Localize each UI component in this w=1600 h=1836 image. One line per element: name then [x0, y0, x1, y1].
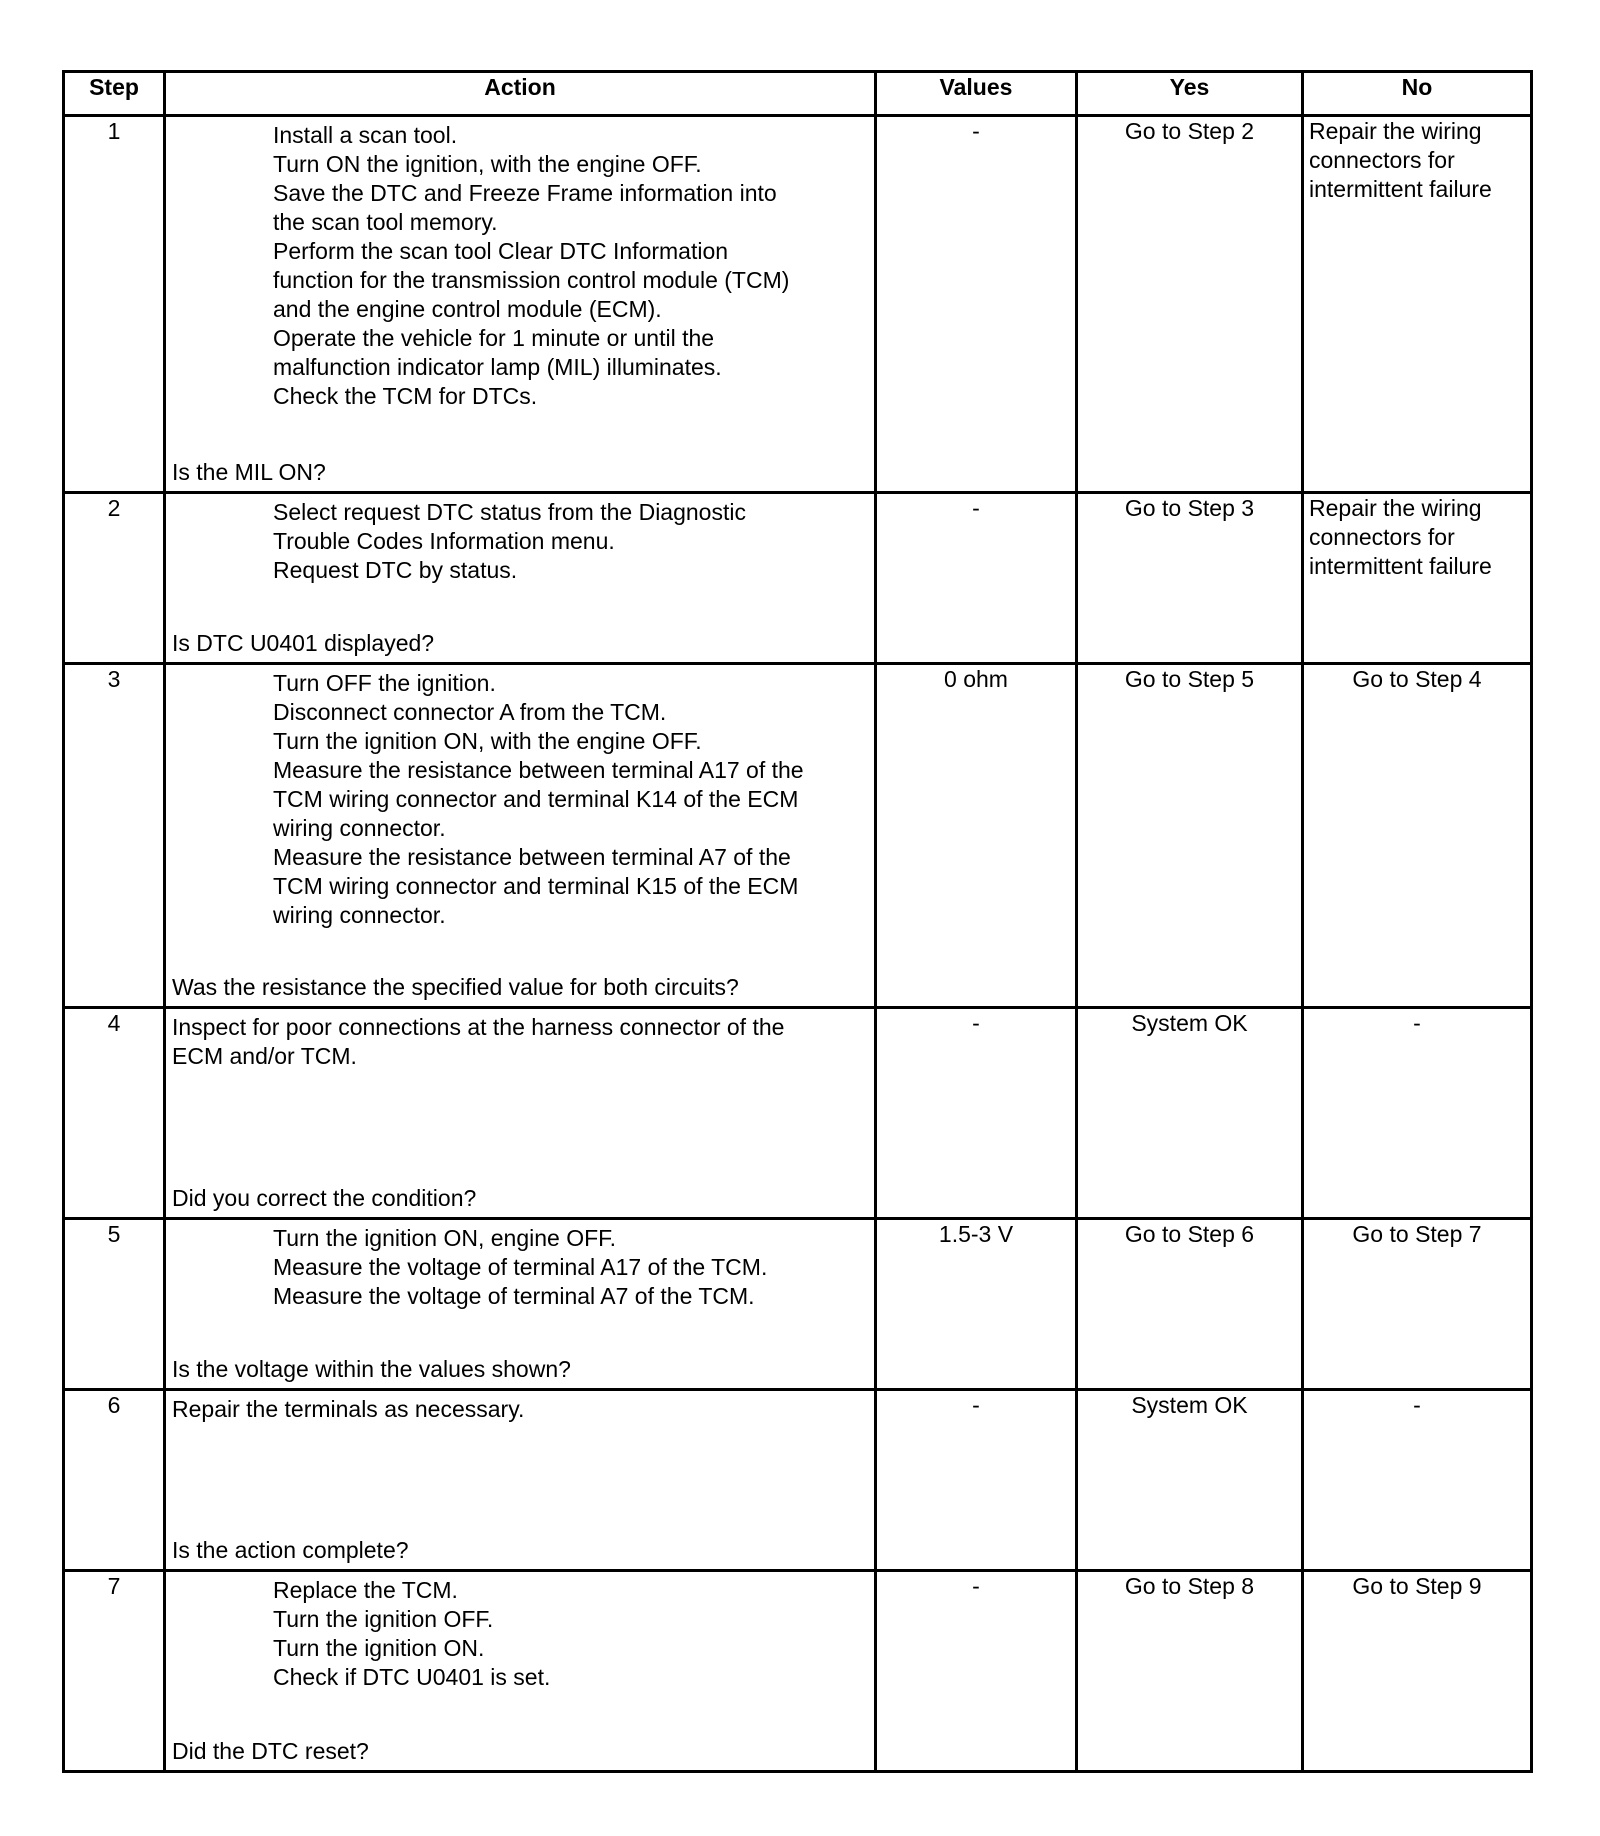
action-question: Did you correct the condition? — [172, 1185, 477, 1211]
action-question: Is the MIL ON? — [172, 459, 326, 485]
no-cell — [1303, 1571, 1532, 1772]
action-line: Measure the resistance between terminal A17 of the — [273, 757, 804, 783]
no-result-line: - — [1413, 1392, 1421, 1418]
step-number: 5 — [64, 1219, 165, 1390]
no-result — [1304, 117, 1530, 208]
yes-result: System OK — [1131, 1010, 1248, 1036]
action-line: Request DTC by status. — [273, 557, 518, 583]
no-result-line: Repair the wiring — [1309, 118, 1482, 144]
no-result-line: connectors for — [1309, 147, 1455, 173]
header-step: Step — [64, 72, 165, 116]
action-line: Select request DTC status from the Diagnostic — [273, 499, 746, 525]
action-cell — [165, 1219, 876, 1390]
step-number: 3 — [64, 664, 165, 1008]
no-cell — [1303, 1219, 1532, 1390]
action-cell — [165, 664, 876, 1008]
action-line: Turn the ignition ON, engine OFF. — [273, 1225, 617, 1251]
action-instructions — [172, 1576, 868, 1692]
yes-cell — [1077, 664, 1303, 1008]
action-line: Check if DTC U0401 is set. — [273, 1664, 551, 1690]
header-row — [64, 72, 1532, 116]
no-cell — [1303, 116, 1532, 493]
no-result — [1304, 665, 1530, 698]
action-question: Is the voltage within the values shown? — [172, 1356, 571, 1382]
table-row — [64, 1571, 1532, 1772]
no-result — [1304, 494, 1530, 585]
action-line: Turn the ignition OFF. — [273, 1606, 494, 1632]
no-cell — [1303, 1008, 1532, 1219]
no-result-line: intermittent failure — [1309, 553, 1492, 579]
action-cell — [165, 493, 876, 664]
yes-result: Go to Step 6 — [1124, 1221, 1255, 1247]
values-cell: - — [876, 493, 1077, 664]
action-instructions — [172, 1395, 868, 1424]
action-line: the scan tool memory. — [273, 209, 498, 235]
action-line: Perform the scan tool Clear DTC Information — [273, 238, 729, 264]
no-result-line: Repair the wiring — [1309, 495, 1482, 521]
action-cell — [165, 1390, 876, 1571]
yes-result: Go to Step 3 — [1124, 495, 1255, 521]
no-result-line: intermittent failure — [1309, 176, 1492, 202]
step-number: 1 — [64, 116, 165, 493]
values-cell: 1.5-3 V — [876, 1219, 1077, 1390]
action-line: malfunction indicator lamp (MIL) illuminates. — [273, 354, 722, 380]
no-result-line: - — [1413, 1010, 1421, 1036]
action-question: Did the DTC reset? — [172, 1738, 369, 1764]
no-cell — [1303, 664, 1532, 1008]
action-line: Trouble Codes Information menu. — [273, 528, 615, 554]
action-line: Measure the voltage of terminal A17 of the TCM. — [273, 1254, 768, 1280]
action-cell — [165, 1571, 876, 1772]
action-line: Replace the TCM. — [273, 1577, 458, 1603]
yes-cell — [1077, 1571, 1303, 1772]
header-yes: Yes — [1077, 72, 1303, 116]
yes-cell — [1077, 493, 1303, 664]
action-instructions — [172, 121, 868, 411]
table-row — [64, 493, 1532, 664]
action-question: Is DTC U0401 displayed? — [172, 630, 435, 656]
action-instructions — [172, 1013, 868, 1071]
action-line: Check the TCM for DTCs. — [273, 383, 538, 409]
action-line: Measure the voltage of terminal A7 of the TCM. — [273, 1283, 755, 1309]
values-cell: 0 ohm — [876, 664, 1077, 1008]
action-line: ECM and/or TCM. — [172, 1043, 357, 1069]
step-number: 7 — [64, 1571, 165, 1772]
no-result — [1304, 1220, 1530, 1253]
action-line: Inspect for poor connections at the harness connector of the — [172, 1014, 785, 1040]
action-line: wiring connector. — [273, 815, 446, 841]
action-instructions — [172, 1224, 868, 1311]
yes-result: Go to Step 5 — [1124, 666, 1255, 692]
no-result — [1304, 1572, 1530, 1605]
diagnostic-table — [62, 70, 1533, 1773]
yes-cell — [1077, 1390, 1303, 1571]
action-question: Was the resistance the specified value for both circuits? — [172, 974, 739, 1000]
no-cell — [1303, 1390, 1532, 1571]
table-row — [64, 1219, 1532, 1390]
yes-result: Go to Step 8 — [1124, 1573, 1255, 1599]
yes-cell — [1077, 1008, 1303, 1219]
values-cell: - — [876, 1008, 1077, 1219]
action-line: and the engine control module (ECM). — [273, 296, 662, 322]
no-result-line: connectors for — [1309, 524, 1455, 550]
action-instructions — [172, 669, 868, 930]
no-cell — [1303, 493, 1532, 664]
yes-result: System OK — [1131, 1392, 1248, 1418]
table-row — [64, 116, 1532, 493]
no-result-line: Go to Step 7 — [1352, 1221, 1482, 1247]
action-line: Turn the ignition ON. — [273, 1635, 485, 1661]
no-result — [1304, 1391, 1530, 1424]
table-row — [64, 1390, 1532, 1571]
no-result — [1304, 1009, 1530, 1042]
header-no: No — [1303, 72, 1532, 116]
yes-cell — [1077, 116, 1303, 493]
action-line: Install a scan tool. — [273, 122, 458, 148]
action-line: function for the transmission control module (TCM) — [273, 267, 790, 293]
values-cell: - — [876, 116, 1077, 493]
no-result-line: Go to Step 4 — [1352, 666, 1482, 692]
values-cell: - — [876, 1571, 1077, 1772]
action-line: Repair the terminals as necessary. — [172, 1396, 525, 1422]
yes-result: Go to Step 2 — [1124, 118, 1255, 144]
no-result-line: Go to Step 9 — [1352, 1573, 1482, 1599]
action-line: TCM wiring connector and terminal K14 of the ECM — [273, 786, 799, 812]
action-line: Save the DTC and Freeze Frame information into — [273, 180, 777, 206]
header-values: Values — [876, 72, 1077, 116]
step-number: 4 — [64, 1008, 165, 1219]
action-line: wiring connector. — [273, 902, 446, 928]
header-action: Action — [165, 72, 876, 116]
action-cell — [165, 1008, 876, 1219]
action-line: Turn ON the ignition, with the engine OFF. — [273, 151, 702, 177]
action-line: Turn the ignition ON, with the engine OFF. — [273, 728, 702, 754]
action-line: Operate the vehicle for 1 minute or until the — [273, 325, 715, 351]
table-row — [64, 664, 1532, 1008]
yes-cell — [1077, 1219, 1303, 1390]
action-instructions — [172, 498, 868, 585]
action-cell — [165, 116, 876, 493]
action-question: Is the action complete? — [172, 1537, 409, 1563]
action-line: Turn OFF the ignition. — [273, 670, 496, 696]
action-line: Measure the resistance between terminal A7 of the — [273, 844, 791, 870]
table-row — [64, 1008, 1532, 1219]
action-line: TCM wiring connector and terminal K15 of the ECM — [273, 873, 799, 899]
step-number: 6 — [64, 1390, 165, 1571]
values-cell: - — [876, 1390, 1077, 1571]
step-number: 2 — [64, 493, 165, 664]
action-line: Disconnect connector A from the TCM. — [273, 699, 667, 725]
